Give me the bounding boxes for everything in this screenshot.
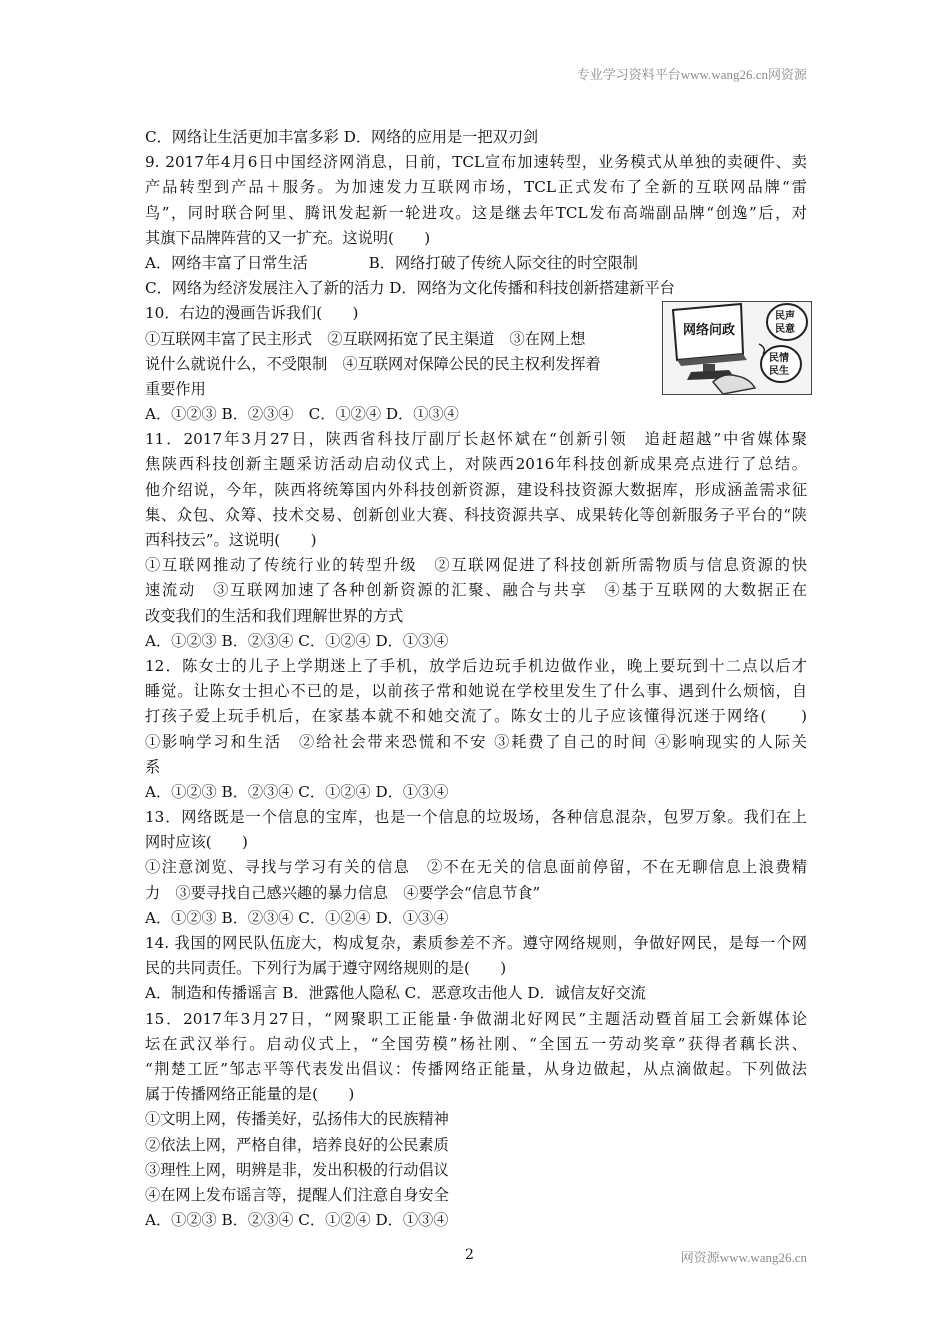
q15-line: 属于传播网络正能量的是( ) <box>145 1085 355 1104</box>
page-header-site: 专业学习资料平台www.wang26.cn网资源 <box>576 67 807 82</box>
footer-site: 网资源www.wang26.cn <box>680 1250 807 1265</box>
cartoon-image <box>662 301 812 395</box>
q11-line: 11．2017年3月27日，陕西省科技厅副厅长赵怀斌在“创新引领 追赶超越”中省媒体聚 <box>145 430 807 449</box>
q11-options: A．①②③ B．②③④ C．①②④ D．①③④ <box>145 631 449 650</box>
svg-text:民生: 民生 <box>769 366 789 378</box>
q14-line: 民的共同责任。下列行为属于遵守网络规则的是( ) <box>145 959 507 978</box>
q10-line: ①互联网丰富了民主形式 ②互联网拓宽了民主渠道 ③在网上想 <box>145 329 586 348</box>
q12-line: ①影响学习和生活 ②给社会带来恐慌和不安 ③耗费了自己的时间 ④影响现实的人际关 <box>145 732 807 751</box>
q12-line: 打孩子爱上玩手机后，在家基本就不和她交流了。陈女士的儿子应该懂得沉迷于网络( ) <box>145 707 807 726</box>
question-15 <box>145 1007 807 1234</box>
svg-text:民情: 民情 <box>769 353 789 365</box>
q9-line: 产品转型到产品＋服务。为加速发力互联网市场，TCL正式发布了全新的互联网品牌“雷 <box>145 178 807 197</box>
page-number: 2 <box>465 1247 474 1263</box>
q12-options: A．①②③ B．②③④ C．①②④ D．①③④ <box>145 782 449 801</box>
q14-options: A．制造和传播谣言 B．泄露他人隐私 C．恶意攻击他人 D．诚信友好交流 <box>145 984 646 1003</box>
q15-line: “荆楚工匠”邹志平等代表发出倡议：传播网络正能量，从身边做起，从点滴做起。下列做法 <box>145 1059 807 1078</box>
question-11 <box>145 427 807 654</box>
q11-line: 改变我们的生活和我们理解世界的方式 <box>145 606 404 625</box>
q9-option: C．网络为经济发展注入了新的活力 D．网络为文化传播和科技创新搭建新平台 <box>145 279 675 298</box>
document-body <box>145 125 807 1233</box>
question-10 <box>145 301 807 427</box>
svg-text:民意: 民意 <box>775 324 795 336</box>
question-13 <box>145 805 807 931</box>
q15-statement: ①文明上网，传播美好，弘扬伟大的民族精神 <box>145 1110 449 1129</box>
q13-options: A．①②③ B．②③④ C．①②④ D．①③④ <box>145 908 449 927</box>
q11-line: ①互联网推动了传统行业的转型升级 ②互联网促进了科技创新所需物质与信息资源的快 <box>145 556 807 575</box>
q10-line: 重要作用 <box>145 379 206 398</box>
q11-line: 速流动 ③互联网加速了各种创新资源的汇聚、融合与共享 ④基于互联网的大数据正在 <box>145 581 807 600</box>
q13-line: 网时应该( ) <box>145 833 248 852</box>
q15-options: A．①②③ B．②③④ C．①②④ D．①③④ <box>145 1211 449 1230</box>
q13-line: 13．网络既是一个信息的宝库，也是一个信息的垃圾场，各种信息混杂，包罗万象。我们在上 <box>145 808 807 827</box>
q9-line: 其旗下品牌阵营的又一扩充。这说明( ) <box>145 228 431 247</box>
question-14 <box>145 931 807 1007</box>
q12-line: 12．陈女士的儿子上学期迷上了手机，放学后边玩手机边做作业，晚上要玩到十二点以后才 <box>145 656 807 675</box>
q15-line: 15．2017年3月27日，“网聚职工正能量·争做湖北好网民”主题活动暨首届工会新媒体论 <box>145 1009 807 1028</box>
q10-options: A．①②③ B．②③④ C．①②④ D．①③④ <box>145 405 459 424</box>
cartoon-sign-text: 网络问政 <box>683 323 736 339</box>
q9-line: 9. 2017年4月6日中国经济网消息，日前，TCL宣布加速转型，业务模式从单独的卖硬件、卖 <box>145 153 807 172</box>
q15-statement: ②依法上网，严格自律，培养良好的公民素质 <box>145 1135 449 1154</box>
q15-statement: ③理性上网，明辨是非，发出积极的行动倡议 <box>145 1160 449 1179</box>
q12-line: 睡觉。让陈女士担心不已的是，以前孩子常和她说在学校里发生了什么事、遇到什么烦恼，自 <box>145 682 807 701</box>
question-9 <box>145 150 807 301</box>
q12-line: 系 <box>145 757 161 776</box>
q11-line: 集、众包、众筹、技术交易、创新创业大赛、科技资源共享、成果转化等创新服务子平台的“陕 <box>145 505 807 524</box>
q8-options-tail: C．网络让生活更加丰富多彩 D．网络的应用是一把双刃剑 <box>145 128 539 146</box>
q11-line: 西科技云”。这说明( ) <box>145 531 317 549</box>
q15-line: 坛在武汉举行。启动仪式上，“全国劳模”杨社刚、“全国五一劳动奖章”获得者藕长洪、 <box>145 1034 807 1053</box>
q10-line: 10．右边的漫画告诉我们( ) <box>145 304 359 323</box>
q10-line: 说什么就说什么，不受限制 ④互联网对保障公民的民主权利发挥着 <box>145 354 601 373</box>
q11-line: 他介绍说，今年，陕西将统筹国内外科技创新资源，建设科技资源大数据库，形成涵盖需求征 <box>145 480 807 499</box>
q13-line: 力 ③要寻找自己感兴趣的暴力信息 ④要学会“信息节食” <box>145 883 541 902</box>
q11-line: 焦陕西科技创新主题采访活动启动仪式上，对陕西2016年科技创新成果亮点进行了总结。 <box>145 455 807 474</box>
q9-option: A．网络丰富了日常生活 B．网络打破了传统人际交往的时空限制 <box>145 253 638 272</box>
q9-line: 鸟”，同时联合阿里、腾讯发起新一轮进攻。这是继去年TCL发布高端副品牌“创逸”后，对 <box>145 203 807 222</box>
question-12 <box>145 654 807 805</box>
q14-line: 14. 我国的网民队伍庞大，构成复杂，素质参差不齐。遵守网络规则，争做好网民，是每一个网 <box>145 934 807 952</box>
svg-text:民声: 民声 <box>775 311 795 323</box>
cartoon-drawing <box>663 302 811 394</box>
q13-line: ①注意浏览、寻找与学习有关的信息 ②不在无关的信息面前停留，不在无聊信息上浪费精 <box>145 858 807 877</box>
q15-statement: ④在网上发布谣言等，提醒人们注意自身安全 <box>145 1185 449 1204</box>
